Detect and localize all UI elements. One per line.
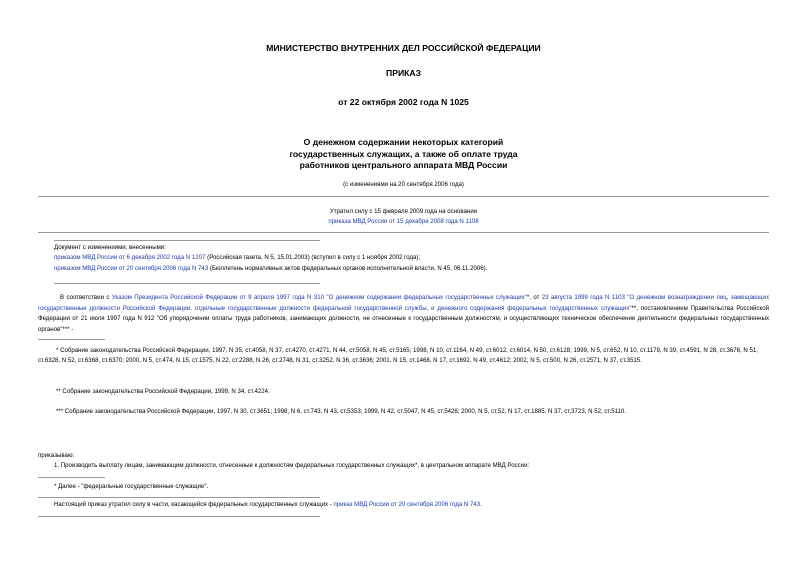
note-bottom-rule xyxy=(38,516,320,517)
footnote-2: ** Собрание законодательства Российской Федерации, 1999, N 34, ст.4224. xyxy=(56,388,270,395)
decree-310-link[interactable]: Указом Президента Российской Федерации от 9 апреля 1997 года N 310 "О денежном содержании федеральных государственных служащих" xyxy=(111,294,527,301)
footnote-1: * Собрание законодательства Российской Федерации, 1997, N 35, ст.4058, N 37, ст.4270, ст.4271, N 44, ст.5058, N 45, ст.5165; 1998, N 10, ст.1164, N 49, ст.6012, ст.6014, N 50, ст.6128; 1999, N 5, ст.652, N 10, ст.1179, N 39, ст.4591, N 28, ст.3676, N 51, ст.6328, N 52, ст.6368, ст.6370; 2000, N 5, ст.474, N 15, ст.1575, N 22, ст.2288, N 26, ст.2748, N 31, ст.3252, N 36, ст.3636; 2001, N 15, ст.1468, N 17, ст.1692, N 49, ст.4612; 2002, N 5, ст.500, N 26, ст.2571, N 37, ст.3515. xyxy=(38,347,758,365)
change-link-1207[interactable]: приказом МВД России от 6 декабря 2002 года N 1207 xyxy=(54,254,206,262)
expired-link[interactable]: приказа МВД России от 15 декабря 2008 года N 1108 xyxy=(328,218,479,226)
note-top-rule xyxy=(38,497,320,498)
title-line-2: государственных служащих, а также об оплате труда xyxy=(289,148,518,159)
divider xyxy=(38,232,769,233)
footnote-3: *** Собрание законодательства Российской Федерации, 1997, N 30, ст.3651; 1998, N 6, ст.743, N 43, ст.5353; 1999, N 42, ст.5047, N 45, ст.5426; 2000, N 5, ст.52, N 17, ст.1885, N 37, ст.3723, N 52, ст.5110. xyxy=(56,408,627,415)
title-line-1: О денежном содержании некоторых категорий xyxy=(303,137,504,147)
expired-notice xyxy=(0,207,807,228)
footnote-separator xyxy=(38,477,105,478)
decree-1103-link[interactable]: 23 августа 1999 года N 1103 "О денежном вознаграждении лиц, замещающих государственные должности Российской Федерации, отдельные государственные должности федеральной государственной службы, и денежного содержания федеральных государственных служащих" xyxy=(38,294,769,312)
title-line-3: работников центрального аппарата МВД России xyxy=(299,160,508,170)
date-number: от 22 октября 2002 года N 1025 xyxy=(338,97,469,107)
point-1: 1. Производить выплату лицам, занимающим должности, отнесенные к должностям федеральных государственных служащих*, в центральном аппарате МВД России: xyxy=(54,462,530,469)
prikazyvayu: приказываю: xyxy=(38,452,75,459)
change-item-2: приказом МВД России от 20 сентября 2006 года N 743 (Бюллетень нормативных актов федеральных органов исполнительной власти, N 45, 06.11.2006). xyxy=(54,264,488,272)
changes-block xyxy=(54,243,487,274)
ministry-heading: МИНИСТЕРСТВО ВНУТРЕННИХ ДЕЛ РОССИЙСКОЙ ФЕДЕРАЦИИ xyxy=(266,43,541,53)
changes-bottom-rule xyxy=(54,283,320,284)
document-title xyxy=(0,137,807,172)
partial-expiry-note: Настоящий приказ утратил силу в части, касающейся федеральных государственных служащих - приказ МВД России от 20 сентября 2006 года N 743. xyxy=(54,501,482,508)
expired-line: Утратил силу с 15 февраля 2009 года на основании xyxy=(329,208,478,215)
preamble-paragraph: В соответствии с Указом Президента Российской Федерации от 9 апреля 1997 года N 310 "О денежном содержании федеральных государственных служащих"*, от 23 августа 1999 года N 1103 "О денежном вознаграждении лиц, замещающих государственные должности Российской Федерации, отдельные государственные должности федеральной государственной службы, и денежного содержания федеральных государственных служащих"**, постановлением Правительства Российской Федерации от 21 июля 1997 года N 912 "Об упорядочении оплаты труда работников, занимающих должности, не отнесенные к государственным должностям, и осуществляющих техническое обеспечение деятельности федеральных государственных органов"*** - xyxy=(38,294,769,333)
change-link-743[interactable]: приказом МВД России от 20 сентября 2006 года N 743 xyxy=(54,264,209,272)
divider xyxy=(38,196,769,197)
changes-intro: Документ с изменениями, внесенными: xyxy=(54,244,166,251)
footnote-separator xyxy=(38,339,105,340)
note-link-743[interactable]: приказ МВД России от 20 сентября 2006 года N 743 xyxy=(333,501,481,508)
changes-top-rule xyxy=(54,240,320,241)
footnote-small: * Далее - "федеральные государственные служащие". xyxy=(54,483,209,490)
change-item-1: приказом МВД России от 6 декабря 2002 года N 1207 (Российская газета, N 5, 15.01.2003) (вступил в силу с 1 ноября 2002 года); xyxy=(54,254,421,262)
doc-type-heading: ПРИКАЗ xyxy=(386,68,421,78)
amended-note: (с изменениями на 20 сентября 2006 года) xyxy=(343,181,464,188)
